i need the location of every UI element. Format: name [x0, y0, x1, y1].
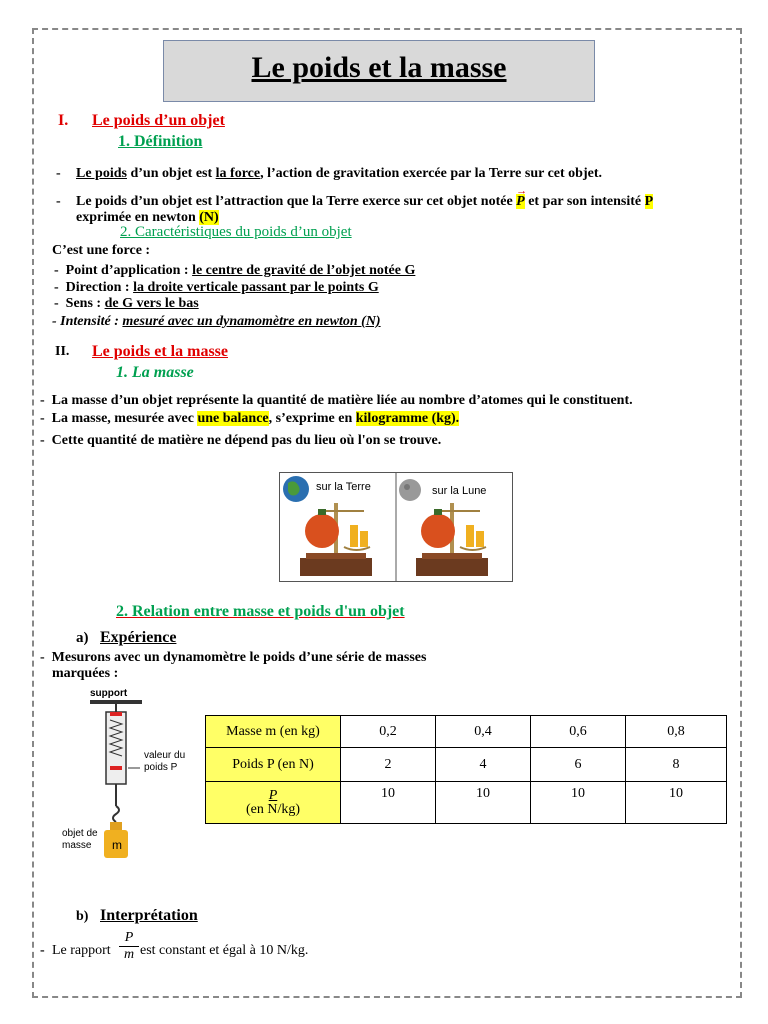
- table-cell: 10: [436, 782, 531, 824]
- label-moon: sur la Lune: [432, 485, 487, 497]
- section-1-number: I.: [58, 112, 69, 129]
- balance-images: [279, 472, 513, 582]
- label-support: support: [90, 688, 128, 699]
- table-cell: 0,4: [436, 716, 531, 748]
- title-box: [163, 40, 595, 102]
- experience-text: - Mesurons avec un dynamomètre le poids d’une série de masses: [40, 650, 427, 665]
- dynamometer-figure: [60, 688, 190, 863]
- rapport-text-b: est constant et égal à 10 N/kg.: [140, 943, 309, 958]
- interpretation-heading: Interprétation: [100, 907, 198, 924]
- subsection-relation: 2. Relation entre masse et poids d'un objet: [116, 603, 405, 620]
- experience-text-2: marquées :: [52, 666, 119, 681]
- section-2-number: II.: [55, 344, 70, 359]
- characteristic-intensite: - Intensité : mesuré avec un dynamomètre en newton (N): [52, 314, 381, 329]
- table-row: [206, 782, 727, 824]
- interpretation-number: b): [76, 909, 89, 924]
- table-cell: 4: [436, 748, 531, 782]
- moon-icon: [399, 479, 421, 501]
- label-m: m: [112, 838, 122, 852]
- subsection-masse: 1. La masse: [116, 364, 194, 381]
- definition-line-2: Le poids d’un objet est l’attraction que la Terre exerce sur cet objet notée → P et par son intensité P: [76, 185, 654, 209]
- section-2-title: Le poids et la masse: [92, 343, 228, 360]
- definition-line-1: Le poids d’un objet est la force, l’action de gravitation exercée par la Terre sur cet objet.: [76, 166, 602, 181]
- experience-heading: Expérience: [100, 629, 177, 646]
- row-label-poids: Poids P (en N): [206, 748, 341, 782]
- table-cell: 2: [341, 748, 436, 782]
- label-valeur: valeur du: [144, 750, 186, 761]
- force-intro: C’est une force :: [52, 243, 151, 258]
- characteristic-sens: - Sens : de G vers le bas: [54, 296, 199, 311]
- row-label-ratio: P (en N/kg): [206, 782, 341, 824]
- rapport-fraction: P m: [119, 930, 139, 963]
- label-objet: objet de: [62, 828, 98, 839]
- fruit-icon: [305, 514, 339, 548]
- table-row: [206, 748, 727, 782]
- masse-line-3: - Cette quantité de matière ne dépend pas du lieu où l'on se trouve.: [40, 433, 442, 448]
- rapport-dash: -: [40, 943, 45, 958]
- section-1-title: Le poids d’un objet: [92, 112, 225, 129]
- label-masse: masse: [62, 840, 92, 851]
- definition-line-3: exprimée en newton (N): [76, 210, 219, 225]
- vector-p: → P: [516, 185, 528, 209]
- list-dash: -: [56, 166, 61, 181]
- table-cell: 10: [531, 782, 626, 824]
- characteristic-direction: - Direction : la droite verticale passant par le points G: [54, 280, 379, 295]
- table-cell: 0,2: [341, 716, 436, 748]
- experience-number: a): [76, 630, 89, 646]
- row-label-masse: Masse m (en kg): [206, 716, 341, 748]
- table-cell: 10: [341, 782, 436, 824]
- table-cell: 10: [626, 782, 727, 824]
- masse-line-1: - La masse d’un objet représente la quantité de matière liée au nombre d’atomes qui le constituent.: [40, 393, 633, 408]
- mass-weight-table: [205, 715, 727, 824]
- table-cell: 8: [626, 748, 727, 782]
- subsection-definition: 1. Définition: [118, 133, 203, 150]
- characteristic-point: - Point d’application : le centre de gravité de l’objet notée G: [54, 263, 416, 278]
- page-title: Le poids et la masse: [251, 51, 507, 84]
- label-poids: poids P: [144, 762, 178, 773]
- table-cell: 0,6: [531, 716, 626, 748]
- table-row: [206, 716, 727, 748]
- list-dash: -: [56, 194, 61, 209]
- table-cell: 6: [531, 748, 626, 782]
- rapport-text-a: Le rapport: [52, 943, 111, 958]
- subsection-characteristics: 2. Caractéristiques du poids d’un objet: [120, 224, 352, 240]
- table-cell: 0,8: [626, 716, 727, 748]
- label-earth: sur la Terre: [316, 481, 371, 493]
- masse-line-2: - La masse, mesurée avec une balance, s’exprime en kilogramme (kg).: [40, 411, 460, 426]
